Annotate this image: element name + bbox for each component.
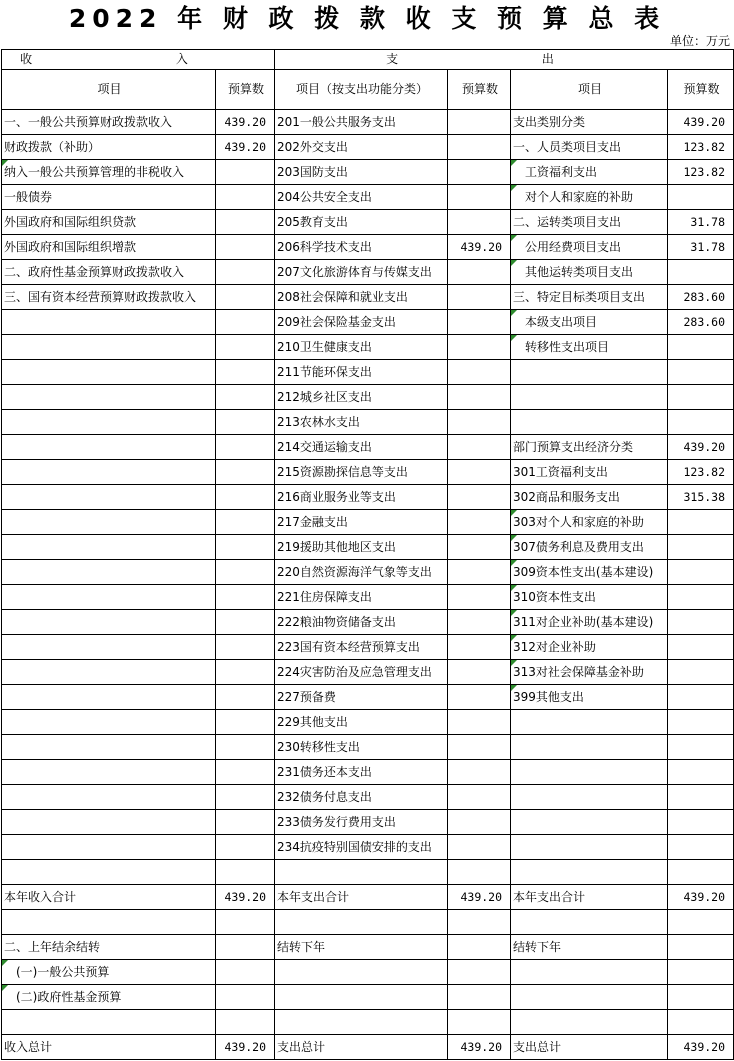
category-item-header: 项目 — [511, 70, 668, 110]
function-item-cell: 219援助其他地区支出 — [275, 535, 448, 560]
income-item-cell — [2, 785, 216, 810]
function-item-header: 项目（按支出功能分类） — [275, 70, 448, 110]
income-item-cell — [2, 560, 216, 585]
function-amount-cell — [448, 960, 511, 985]
category-item-cell: 一、人员类项目支出 — [511, 135, 668, 160]
income-item-cell: 本年收入合计 — [2, 885, 216, 910]
income-amount-cell — [216, 160, 275, 185]
function-amount-cell: 439.20 — [448, 235, 511, 260]
function-item-cell: 212城乡社区支出 — [275, 385, 448, 410]
income-item-cell — [2, 510, 216, 535]
income-item-cell — [2, 860, 216, 885]
function-item-cell: 结转下年 — [275, 935, 448, 960]
income-amount-cell — [216, 635, 275, 660]
category-amount-cell — [668, 1010, 734, 1035]
income-amount-cell — [216, 860, 275, 885]
function-amount-cell — [448, 660, 511, 685]
category-amount-cell: 283.60 — [668, 310, 734, 335]
function-amount-cell — [448, 860, 511, 885]
function-item-cell: 232债务付息支出 — [275, 785, 448, 810]
table-row — [2, 685, 734, 710]
table-row — [2, 460, 734, 485]
table-row — [2, 710, 734, 735]
category-item-cell: 本级支出项目 — [511, 310, 668, 335]
category-item-cell — [511, 910, 668, 935]
category-amount-cell — [668, 360, 734, 385]
function-item-cell: 205教育支出 — [275, 210, 448, 235]
category-amount-cell — [668, 335, 734, 360]
table-row — [2, 535, 734, 560]
category-item-cell: 307债务利息及费用支出 — [511, 535, 668, 560]
category-amount-cell — [668, 535, 734, 560]
income-item-cell — [2, 335, 216, 360]
function-item-cell — [275, 960, 448, 985]
function-amount-cell — [448, 710, 511, 735]
function-item-cell: 210卫生健康支出 — [275, 335, 448, 360]
table-row — [2, 285, 734, 310]
table-row — [2, 385, 734, 410]
category-item-cell — [511, 760, 668, 785]
table-row — [2, 810, 734, 835]
category-amount-cell: 315.38 — [668, 485, 734, 510]
category-item-cell: 310资本性支出 — [511, 585, 668, 610]
income-item-cell: 财政拨款（补助） — [2, 135, 216, 160]
function-amount-cell — [448, 510, 511, 535]
income-item-cell: 一、一般公共预算财政拨款收入 — [2, 110, 216, 135]
function-item-cell: 231债务还本支出 — [275, 760, 448, 785]
category-item-cell: 转移性支出项目 — [511, 335, 668, 360]
income-item-header: 项目 — [2, 70, 216, 110]
function-item-cell: 220自然资源海洋气象等支出 — [275, 560, 448, 585]
category-amount-cell — [668, 610, 734, 635]
category-amount-cell: 123.82 — [668, 135, 734, 160]
income-amount-cell — [216, 610, 275, 635]
income-item-cell: 二、政府性基金预算财政拨款收入 — [2, 260, 216, 285]
category-amount-cell: 439.20 — [668, 435, 734, 460]
table-row — [2, 635, 734, 660]
table-row — [2, 960, 734, 985]
table-row — [2, 110, 734, 135]
income-amount-cell — [216, 1010, 275, 1035]
category-amount-cell — [668, 685, 734, 710]
table-row — [2, 760, 734, 785]
table-row — [2, 560, 734, 585]
category-amount-cell: 31.78 — [668, 235, 734, 260]
category-amount-cell — [668, 760, 734, 785]
function-item-cell: 229其他支出 — [275, 710, 448, 735]
function-amount-cell — [448, 110, 511, 135]
income-amount-cell — [216, 910, 275, 935]
category-amount-cell: 439.20 — [668, 110, 734, 135]
page-title: 2022 年 财 政 拨 款 收 支 预 算 总 表 — [68, 4, 666, 33]
unit-label: 单位：万元 — [669, 34, 730, 48]
category-amount-cell: 439.20 — [668, 885, 734, 910]
function-amount-cell — [448, 935, 511, 960]
function-amount-cell — [448, 1010, 511, 1035]
table-row — [2, 985, 734, 1010]
category-item-cell: 其他运转类项目支出 — [511, 260, 668, 285]
function-amount-cell — [448, 335, 511, 360]
table-row — [2, 135, 734, 160]
function-item-cell: 227预备费 — [275, 685, 448, 710]
category-item-cell — [511, 785, 668, 810]
function-amount-cell — [448, 260, 511, 285]
table-row — [2, 835, 734, 860]
category-item-cell — [511, 710, 668, 735]
function-item-cell: 217金融支出 — [275, 510, 448, 535]
income-amount-cell — [216, 260, 275, 285]
income-amount-cell — [216, 585, 275, 610]
category-item-cell — [511, 410, 668, 435]
table-row — [2, 335, 734, 360]
category-amount-cell: 31.78 — [668, 210, 734, 235]
income-item-cell — [2, 535, 216, 560]
function-item-cell: 206科学技术支出 — [275, 235, 448, 260]
income-amount-cell — [216, 485, 275, 510]
category-amount-cell: 283.60 — [668, 285, 734, 310]
function-item-cell: 233债务发行费用支出 — [275, 810, 448, 835]
income-item-cell — [2, 585, 216, 610]
income-amount-cell — [216, 735, 275, 760]
category-item-cell: 309资本性支出(基本建设) — [511, 560, 668, 585]
income-item-cell: 三、国有资本经营预算财政拨款收入 — [2, 285, 216, 310]
function-item-cell: 211节能环保支出 — [275, 360, 448, 385]
function-item-cell: 204公共安全支出 — [275, 185, 448, 210]
category-amount-cell — [668, 960, 734, 985]
income-amount-cell: 439.20 — [216, 1035, 275, 1060]
category-amount-cell — [668, 585, 734, 610]
income-section-header: 收 入 — [2, 50, 275, 70]
function-amount-cell — [448, 910, 511, 935]
column-header-row — [2, 70, 734, 110]
category-amount-cell — [668, 635, 734, 660]
function-item-cell: 222粮油物资储备支出 — [275, 610, 448, 635]
income-item-cell — [2, 1010, 216, 1035]
category-item-cell: 公用经费项目支出 — [511, 235, 668, 260]
function-amount-cell — [448, 535, 511, 560]
category-item-cell: 部门预算支出经济分类 — [511, 435, 668, 460]
category-amount-cell — [668, 185, 734, 210]
income-item-cell — [2, 835, 216, 860]
income-item-cell: 外国政府和国际组织贷款 — [2, 210, 216, 235]
income-amount-cell — [216, 660, 275, 685]
income-item-cell — [2, 385, 216, 410]
function-item-cell: 本年支出合计 — [275, 885, 448, 910]
category-item-cell — [511, 860, 668, 885]
category-item-cell — [511, 735, 668, 760]
table-row — [2, 585, 734, 610]
income-amount-cell: 439.20 — [216, 885, 275, 910]
table-row — [2, 610, 734, 635]
function-item-cell: 支出总计 — [275, 1035, 448, 1060]
category-amount-cell — [668, 835, 734, 860]
function-item-cell: 230转移性支出 — [275, 735, 448, 760]
category-item-cell: 支出类别分类 — [511, 110, 668, 135]
income-item-cell — [2, 360, 216, 385]
category-item-cell: 三、特定目标类项目支出 — [511, 285, 668, 310]
income-item-cell — [2, 460, 216, 485]
function-amount-cell — [448, 185, 511, 210]
income-amount-cell — [216, 560, 275, 585]
income-amount-cell — [216, 385, 275, 410]
category-item-cell — [511, 1010, 668, 1035]
income-item-cell: 收入总计 — [2, 1035, 216, 1060]
category-item-cell — [511, 835, 668, 860]
category-item-cell — [511, 810, 668, 835]
category-item-cell: 303对个人和家庭的补助 — [511, 510, 668, 535]
income-amount-cell — [216, 810, 275, 835]
function-amount-cell — [448, 785, 511, 810]
category-amount-cell — [668, 935, 734, 960]
income-item-cell — [2, 310, 216, 335]
category-item-cell: 结转下年 — [511, 935, 668, 960]
table-row — [2, 510, 734, 535]
category-item-cell: 工资福利支出 — [511, 160, 668, 185]
function-item-cell: 202外交支出 — [275, 135, 448, 160]
income-amount-cell — [216, 210, 275, 235]
category-item-cell: 302商品和服务支出 — [511, 485, 668, 510]
function-item-cell: 216商业服务业等支出 — [275, 485, 448, 510]
income-item-cell — [2, 685, 216, 710]
table-row — [2, 785, 734, 810]
income-amount-cell — [216, 185, 275, 210]
income-amount-cell — [216, 785, 275, 810]
category-item-cell: 301工资福利支出 — [511, 460, 668, 485]
category-amount-cell — [668, 860, 734, 885]
income-amount-cell — [216, 685, 275, 710]
category-amount-cell — [668, 410, 734, 435]
table-row — [2, 935, 734, 960]
function-item-cell: 207文化旅游体育与传媒支出 — [275, 260, 448, 285]
category-amount-cell — [668, 510, 734, 535]
table-row — [2, 735, 734, 760]
function-amount-cell — [448, 435, 511, 460]
function-amount-cell — [448, 410, 511, 435]
table-row — [2, 435, 734, 460]
function-amount-cell — [448, 385, 511, 410]
function-item-cell — [275, 985, 448, 1010]
category-amount-cell — [668, 810, 734, 835]
income-amount-cell — [216, 460, 275, 485]
function-item-cell: 215资源勘探信息等支出 — [275, 460, 448, 485]
category-item-cell — [511, 360, 668, 385]
income-amount-cell — [216, 935, 275, 960]
table-row — [2, 860, 734, 885]
income-item-cell — [2, 660, 216, 685]
function-item-cell: 209社会保险基金支出 — [275, 310, 448, 335]
category-item-cell — [511, 385, 668, 410]
function-amount-cell: 439.20 — [448, 885, 511, 910]
income-amount-cell — [216, 985, 275, 1010]
income-item-cell: 纳入一般公共预算管理的非税收入 — [2, 160, 216, 185]
income-item-cell — [2, 910, 216, 935]
table-row — [2, 210, 734, 235]
table-row — [2, 235, 734, 260]
table-row — [2, 185, 734, 210]
income-amount-cell — [216, 710, 275, 735]
category-item-cell — [511, 960, 668, 985]
income-amount-cell — [216, 235, 275, 260]
function-amount-cell — [448, 635, 511, 660]
category-amount-cell — [668, 910, 734, 935]
function-amount-cell — [448, 310, 511, 335]
table-row — [2, 885, 734, 910]
income-item-cell: 外国政府和国际组织增款 — [2, 235, 216, 260]
category-item-cell: 312对企业补助 — [511, 635, 668, 660]
table-row — [2, 485, 734, 510]
income-item-cell: (二)政府性基金预算 — [2, 985, 216, 1010]
income-amount-cell — [216, 835, 275, 860]
function-amount-cell — [448, 735, 511, 760]
function-item-cell: 213农林水支出 — [275, 410, 448, 435]
function-item-cell: 224灾害防治及应急管理支出 — [275, 660, 448, 685]
income-amount-cell: 439.20 — [216, 110, 275, 135]
table-row — [2, 260, 734, 285]
income-item-cell: 一般债券 — [2, 185, 216, 210]
income-item-cell: 二、上年结余结转 — [2, 935, 216, 960]
function-item-cell: 201一般公共服务支出 — [275, 110, 448, 135]
category-item-cell: 支出总计 — [511, 1035, 668, 1060]
table-row — [2, 360, 734, 385]
function-amount-cell — [448, 360, 511, 385]
category-amount-cell — [668, 985, 734, 1010]
category-item-cell: 311对企业补助(基本建设) — [511, 610, 668, 635]
category-amount-header: 预算数 — [668, 70, 734, 110]
table-row — [2, 310, 734, 335]
function-amount-cell — [448, 985, 511, 1010]
table-row — [2, 160, 734, 185]
function-amount-cell — [448, 585, 511, 610]
category-item-cell — [511, 985, 668, 1010]
table-row — [2, 910, 734, 935]
function-item-cell: 214交通运输支出 — [275, 435, 448, 460]
function-amount-cell — [448, 160, 511, 185]
income-item-cell — [2, 410, 216, 435]
category-item-cell: 对个人和家庭的补助 — [511, 185, 668, 210]
table-row — [2, 1035, 734, 1060]
income-amount-cell — [216, 335, 275, 360]
category-item-cell: 399其他支出 — [511, 685, 668, 710]
income-item-cell — [2, 435, 216, 460]
function-item-cell — [275, 1010, 448, 1035]
income-item-cell — [2, 635, 216, 660]
function-amount-cell: 439.20 — [448, 1035, 511, 1060]
income-amount-cell — [216, 310, 275, 335]
function-amount-cell — [448, 210, 511, 235]
table-row — [2, 410, 734, 435]
income-amount-cell — [216, 360, 275, 385]
budget-table — [1, 49, 734, 1060]
category-item-cell: 313对社会保障基金补助 — [511, 660, 668, 685]
function-amount-cell — [448, 685, 511, 710]
table-row — [2, 660, 734, 685]
income-item-cell — [2, 485, 216, 510]
income-item-cell — [2, 810, 216, 835]
category-item-cell: 本年支出合计 — [511, 885, 668, 910]
function-amount-cell — [448, 135, 511, 160]
function-amount-cell — [448, 760, 511, 785]
income-item-cell — [2, 710, 216, 735]
income-item-cell — [2, 735, 216, 760]
category-amount-cell — [668, 735, 734, 760]
function-item-cell: 234抗疫特别国债安排的支出 — [275, 835, 448, 860]
income-amount-cell: 439.20 — [216, 135, 275, 160]
income-amount-cell — [216, 535, 275, 560]
category-amount-cell: 123.82 — [668, 160, 734, 185]
category-amount-cell — [668, 785, 734, 810]
function-amount-cell — [448, 560, 511, 585]
function-amount-cell — [448, 460, 511, 485]
function-item-cell: 221住房保障支出 — [275, 585, 448, 610]
income-amount-cell — [216, 410, 275, 435]
category-amount-cell — [668, 560, 734, 585]
function-item-cell — [275, 860, 448, 885]
table-row — [2, 1010, 734, 1035]
category-amount-cell — [668, 385, 734, 410]
function-amount-cell — [448, 610, 511, 635]
income-amount-header: 预算数 — [216, 70, 275, 110]
income-amount-cell — [216, 435, 275, 460]
category-amount-cell: 439.20 — [668, 1035, 734, 1060]
income-item-cell — [2, 610, 216, 635]
section-header-row — [2, 50, 734, 70]
function-amount-cell — [448, 835, 511, 860]
income-amount-cell — [216, 510, 275, 535]
income-item-cell: (一)一般公共预算 — [2, 960, 216, 985]
category-item-cell: 二、运转类项目支出 — [511, 210, 668, 235]
function-item-cell: 203国防支出 — [275, 160, 448, 185]
income-item-cell — [2, 760, 216, 785]
category-amount-cell — [668, 260, 734, 285]
income-amount-cell — [216, 285, 275, 310]
function-amount-cell — [448, 485, 511, 510]
function-item-cell — [275, 910, 448, 935]
income-amount-cell — [216, 760, 275, 785]
function-item-cell: 208社会保障和就业支出 — [275, 285, 448, 310]
expense-section-header: 支 出 — [275, 50, 734, 70]
function-item-cell: 223国有资本经营预算支出 — [275, 635, 448, 660]
income-amount-cell — [216, 960, 275, 985]
category-amount-cell: 123.82 — [668, 460, 734, 485]
function-amount-header: 预算数 — [448, 70, 511, 110]
function-amount-cell — [448, 285, 511, 310]
function-amount-cell — [448, 810, 511, 835]
category-amount-cell — [668, 660, 734, 685]
category-amount-cell — [668, 710, 734, 735]
